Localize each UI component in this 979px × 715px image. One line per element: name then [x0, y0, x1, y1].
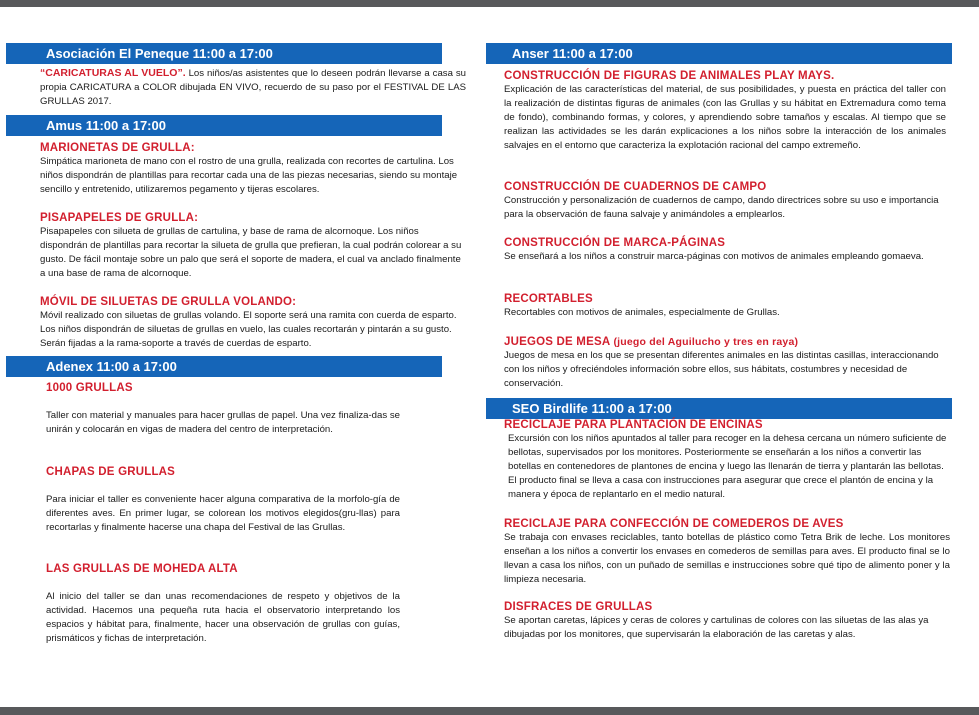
workshop-title-sub: (juego del Aguilucho y tres en raya) [610, 336, 799, 348]
workshop-title: MÓVIL DE SILUETAS DE GRULLA VOLANDO: [40, 296, 297, 308]
workshop-text: Recortables con motivos de animales, especialmente de Grullas. [504, 307, 780, 318]
workshop-text: Móvil realizado con siluetas de grullas volando. El soporte será una ramita con cuerda de esparto. Los niños dispondrán de siluetas de grullas en vuelo, las cuales recortarán y pintarán a su gusto. Serán fijadas a la rama-soporte a través de cuerdas de esparto. [40, 310, 457, 349]
workshop-1000-grullas [46, 381, 400, 437]
workshop-title: LAS GRULLAS DE MOHEDA ALTA [46, 563, 238, 575]
workshop-text: Se enseñará a los niños a construir marca-páginas con motivos de animales empleando gomaeva. [504, 251, 924, 262]
workshop-text: Al inicio del taller se dan unas recomendaciones de respeto y objetivos de la actividad. Hacemos una pequeña ruta hacia el observatorio interpretando los espacios y hábitat para, finalmente, hacer una observación de grullas con guías, prismáticos y fichas de interpretación. [46, 591, 400, 644]
workshop-title: CHAPAS DE GRULLAS [46, 466, 176, 478]
workshop-text: Excursión con los niños apuntados al taller para recoger en la dehesa cercana un número suficiente de bellotas, supervisados por los monitores. Posteriormente se enseñarán a los niños a convertir las botellas en contenedores de plantones de encina y luego las llenarán de tierra y plantarán las bellotas. El producto final se lleva a casa con instrucciones para asegurar que crece el plantón de encina y la manera y época de replantarlo en el medio natural. [508, 433, 947, 500]
workshop-title: RECICLAJE PARA PLANTACIÓN DE ENCINAS [504, 419, 763, 431]
workshop-text: Para iniciar el taller es conveniente hacer alguna comparativa de la morfolo-gía de diferentes aves. En primer lugar, se colorean los motivos elegidos(gru-llas) para recortarlas y finalmente hacerse una chapa del Festival de las Grullas. [46, 494, 400, 533]
workshop-title: CONSTRUCCIÓN DE FIGURAS DE ANIMALES PLAY MAYS. [504, 70, 835, 82]
header-label: SEO Birdlife 11:00 a 17:00 [512, 401, 672, 416]
caricaturas-title: “CARICATURAS AL VUELO”. [40, 67, 186, 79]
workshop-comederos [504, 517, 950, 587]
workshop-cuadernos [504, 180, 946, 222]
workshop-text: Construcción y personalización de cuadernos de campo, dando directrices sobre su uso e importancia para la observación de fauna salvaje y animándoles a emplearlos. [504, 195, 939, 220]
workshop-title: 1000 GRULLAS [46, 382, 133, 394]
workshop-chapas [46, 465, 400, 535]
bottom-border [0, 707, 979, 715]
workshop-marionetas [40, 141, 468, 197]
workshop-title-row [504, 335, 948, 349]
section-header-peneque [6, 43, 442, 64]
section-header-amus [6, 115, 442, 136]
workshop-text: Explicación de las características del material, de sus posibilidades, y puesta en práctica del taller con la realización de distintas figuras de animales (con las Grullas y su hábitat en Extremadura como tema de fondo), combinando formas, y colores, y aprendiendo sobre tamaños y escalas. Al tiempo que se realizan las actividades se les darán explicaciones a los niños sobre la interacción de los animales salvajes en el entorno que caracteriza la explotación racional del campo extremeño. [504, 84, 946, 151]
workshop-text: Pisapapeles con silueta de grullas de cartulina, y base de rama de alcornoque. Los niños dispondrán de plantillas para recortar la silueta de grulla que prefieran, la cual podrán colorear a su gusto. De fácil montaje sobre un palo que será el soporte de madera, el cual va anclado finalmente a una base de rama de alcornoque. [40, 226, 462, 279]
workshop-title: JUEGOS DE MESA [504, 336, 611, 348]
workshop-title: CONSTRUCCIÓN DE CUADERNOS DE CAMPO [504, 181, 767, 193]
workshop-text: Juegos de mesa en los que se presentan diferentes animales en las distintas casillas, interaccionando con los niños y ofreciéndoles información sobre ellos, sus hábitats, costumbres y necesidad de conservación. [504, 350, 939, 389]
workshop-movil [40, 295, 468, 351]
workshop-title: RECICLAJE PARA CONFECCIÓN DE COMEDEROS DE AVES [504, 518, 844, 530]
section-header-seo [486, 398, 952, 419]
peneque-intro [40, 66, 466, 109]
header-label: Asociación El Peneque 11:00 a 17:00 [46, 46, 273, 61]
caricaturas-text: Los niños/as asistentes que lo deseen podrán llevarse a casa su propia CARICATURA a COLOR dibujada EN VIVO, recuerdo de su paso por el FESTIVAL DE LAS GRULLAS 2017. [40, 68, 466, 107]
workshop-title: RECORTABLES [504, 293, 593, 305]
workshop-moheda-alta [46, 562, 400, 646]
workshop-title: PISAPAPELES DE GRULLA: [40, 212, 199, 224]
workshop-juegos-de-mesa [504, 335, 948, 391]
section-header-anser [486, 43, 952, 64]
workshop-marca-paginas [504, 236, 946, 264]
workshop-play-mays [504, 69, 946, 153]
workshop-disfraces [504, 600, 950, 642]
workshop-pisapapeles [40, 211, 468, 281]
workshop-text: Se trabaja con envases reciclables, tanto botellas de plástico como Tetra Brik de leche. Los monitores enseñan a los niños a convertir los envases en comederos de semillas para aves. El producto final se lo llevan a casa los niños, con un puñado de semillas e instrucciones sobre qué tipo de alimento poner y la limpieza necesaria. [504, 532, 950, 585]
header-label: Amus 11:00 a 17:00 [46, 118, 166, 133]
workshop-recortables [504, 292, 946, 320]
workshop-title: MARIONETAS DE GRULLA: [40, 142, 195, 154]
section-header-adenex [6, 356, 442, 377]
workshop-text: Simpática marioneta de mano con el rostro de una grulla, realizada con recortes de cartulina. Los niños dispondrán de plantillas para recortar cada una de las piezas necesarias, siendo su montaje sencillo y entretenido, utilizaremos pegamento y tijeras escolares. [40, 156, 458, 195]
workshop-encinas [504, 418, 950, 502]
top-border [0, 0, 979, 7]
workshop-title: DISFRACES DE GRULLAS [504, 601, 653, 613]
header-label: Adenex 11:00 a 17:00 [46, 359, 177, 374]
header-label: Anser 11:00 a 17:00 [512, 46, 633, 61]
workshop-text: Se aportan caretas, lápices y ceras de colores y cartulinas de colores con las siluetas de las alas ya dibujadas por los monitores, que supervisarán la elaboración de las caretas y alas. [504, 615, 929, 640]
workshop-text: Taller con material y manuales para hacer grullas de papel. Una vez finaliza-das se unirán y colocarán en vigas de madera del centro de interpretación. [46, 410, 400, 435]
workshop-title: CONSTRUCCIÓN DE MARCA-PÁGINAS [504, 237, 726, 249]
